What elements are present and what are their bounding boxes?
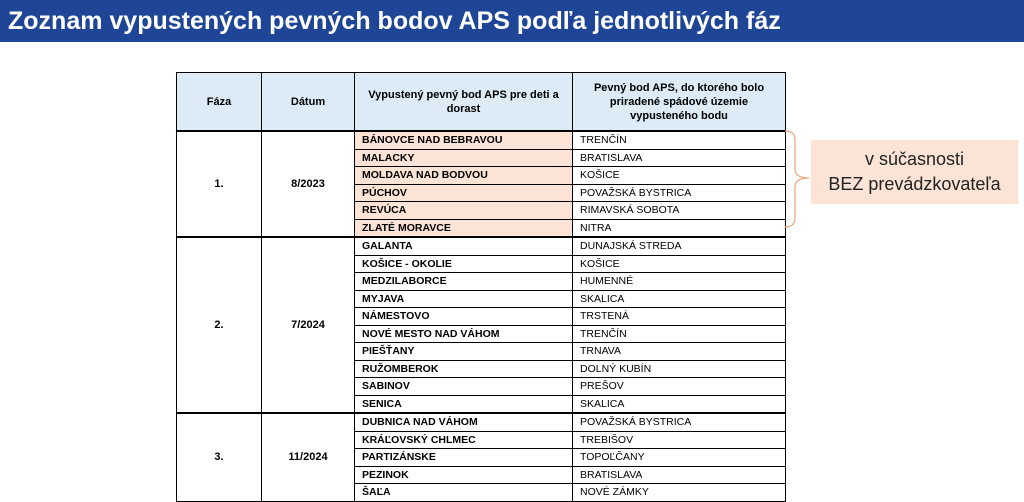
title-bar [0,0,1024,42]
released-point-cell: GALANTA [355,237,573,255]
released-point-cell: ŠAĽA [355,484,573,502]
assigned-point-cell: KOŠICE [573,167,786,185]
assigned-point-cell: TRENČÍN [573,325,786,343]
released-point-cell: MEDZILABORCE [355,273,573,291]
released-point-cell: KRÁĽOVSKÝ CHLMEC [355,431,573,449]
header-assigned-point: Pevný bod APS, do ktorého bolo priradené spádové územie vypusteného bodu [573,73,786,132]
table-row [177,131,786,149]
aps-table [176,72,786,502]
released-point-cell: MYJAVA [355,290,573,308]
released-point-cell: RUŽOMBEROK [355,360,573,378]
released-point-cell: ZLATÉ MORAVCE [355,219,573,237]
callout-line-1: v súčasnosti [864,149,965,169]
assigned-point-cell: BRATISLAVA [573,149,786,167]
assigned-point-cell: BRATISLAVA [573,466,786,484]
slide-title: Zoznam vypustených pevných bodov APS podľa jednotlivých fáz [8,7,781,35]
phase-cell: 1. [177,131,262,237]
phase-cell: 3. [177,413,262,501]
table-body [177,131,786,501]
assigned-point-cell: DOLNÝ KUBÍN [573,360,786,378]
assigned-point-cell: TRSTENÁ [573,308,786,326]
assigned-point-cell: TRENČÍN [573,131,786,149]
header-phase: Fáza [177,73,262,132]
assigned-point-cell: TOPOĽČANY [573,449,786,467]
assigned-point-cell: POVAŽSKÁ BYSTRICA [573,184,786,202]
assigned-point-cell: RIMAVSKÁ SOBOTA [573,202,786,220]
released-point-cell: PARTIZÁNSKE [355,449,573,467]
released-point-cell: NÁMESTOVO [355,308,573,326]
released-point-cell: NOVÉ MESTO NAD VÁHOM [355,325,573,343]
date-cell: 8/2023 [262,131,355,237]
released-point-cell: BÁNOVCE NAD BEBRAVOU [355,131,573,149]
status-callout [811,140,1018,204]
table-row [177,413,786,431]
assigned-point-cell: NOVÉ ZÁMKY [573,484,786,502]
assigned-point-cell: PREŠOV [573,378,786,396]
brace-path [785,131,809,227]
assigned-point-cell: SKALICA [573,395,786,413]
header-released-point: Vypustený pevný bod APS pre deti a dorast [355,73,573,132]
table-row [177,237,786,255]
date-cell: 11/2024 [262,413,355,501]
released-point-cell: MALACKY [355,149,573,167]
released-point-cell: PEZINOK [355,466,573,484]
assigned-point-cell: TRNAVA [573,343,786,361]
assigned-point-cell: SKALICA [573,290,786,308]
released-point-cell: KOŠICE - OKOLIE [355,255,573,273]
assigned-point-cell: NITRA [573,219,786,237]
date-cell: 7/2024 [262,237,355,413]
assigned-point-cell: HUMENNÉ [573,273,786,291]
released-point-cell: SABINOV [355,378,573,396]
assigned-point-cell: TREBIŠOV [573,431,786,449]
assigned-point-cell: DUNAJSKÁ STREDA [573,237,786,255]
released-point-cell: PÚCHOV [355,184,573,202]
released-point-cell: PIEŠŤANY [355,343,573,361]
released-point-cell: SENICA [355,395,573,413]
header-date: Dátum [262,73,355,132]
released-point-cell: REVÚCA [355,202,573,220]
released-point-cell: DUBNICA NAD VÁHOM [355,413,573,431]
phase-cell: 2. [177,237,262,413]
assigned-point-cell: KOŠICE [573,255,786,273]
assigned-point-cell: POVAŽSKÁ BYSTRICA [573,413,786,431]
released-point-cell: MOLDAVA NAD BODVOU [355,167,573,185]
table-header-row [177,73,786,132]
callout-line-2: BEZ prevádzkovateľa [828,174,1001,194]
